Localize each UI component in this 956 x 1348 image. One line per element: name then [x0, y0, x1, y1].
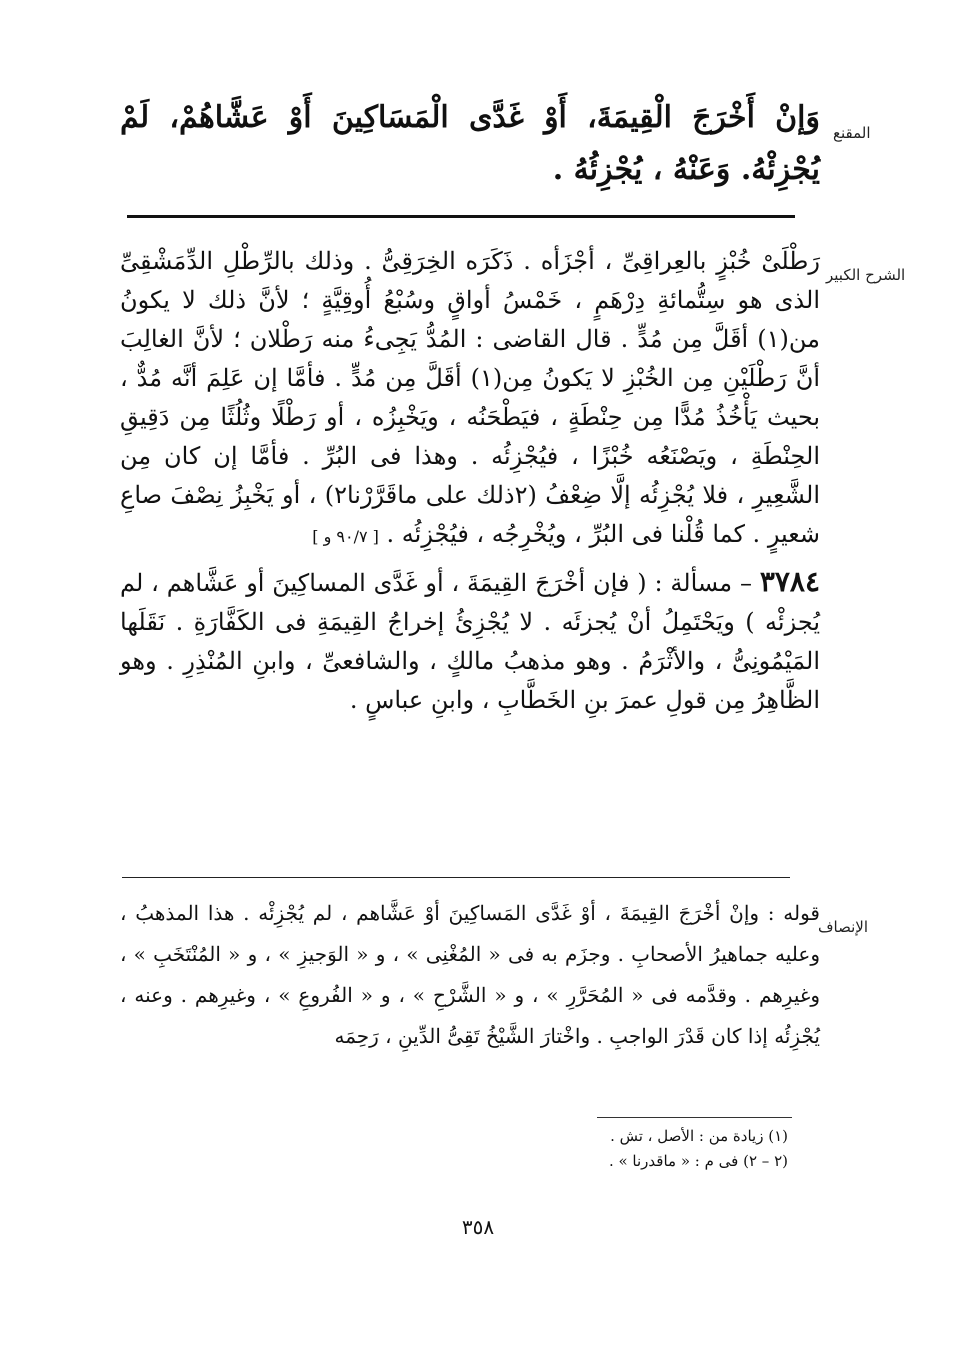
sharh-paragraph-1-text: رَطْلَىْ خُبْزٍ بالعِراقِىِّ ، أجْزَأه . ذَكَرَه الخِرَقِىُّ . وذلك بالرِّطْلِ الدِّمَشْقِىِّ الذى هو سِتُّمائةِ دِرْهَمٍ ، خَمْسُ أواقٍ وسُبْعُ أُوقِيَّةٍ ؛ لأنَّ ذلك لا يكونُ من(١) أقَلَّ مِن مُدٍّ . قال القاضى : المُدُّ يَجِىءُ منه رَطْلان ؛ لأنَّ الغالِبَ أنَّ رَطْلَيْنِ مِن الخُبْزِ لا يَكونُ مِن(١) أقَلَّ مِن مُدٍّ . فأمَّا إن عَلِمَ أنَّه مُدٌّ ، بحيث يَأْخُذُ مُدًّا مِن حِنْطَةٍ ، فيَطْحَنُه ، ويَخْبِزُه ، أو رَطْلًا وثُلُثًا مِن دَقِيقِ الحِنْطَةِ ، ويَصْنَعُه خُبْزًا ، فيُجْزِئُه . وهذا فى البُرِّ . فأمَّا إن كان مِن الشَّعِيرِ ، فلا يُجْزِئُه إلَّا ضِعْفُ (٢ذلك على ماقَرَّرْنا٢) ، أو يَخْبِزُ نِصْفَ صاعِ شعيرٍ . كما قُلْنا فى البُرِّ ، ويُخْرِجُه ، فيُجْزِئُه . — [120, 247, 821, 548]
muqni-label: المقنع — [833, 124, 871, 142]
sharh-text — [120, 242, 820, 720]
sharh-paragraph-1 — [120, 242, 820, 556]
footnote-1: (١) زيادة من : الأصل ، تش . — [610, 1127, 788, 1145]
insaf-text: قوله : وإنْ أخْرَجَ القِيمَةَ ، أوْ غَدَّى المَساكِينَ أوْ عَشَّاهم ، لم يُجْزِئْه . هذا المذهبُ ، وعليه جماهيرُ الأصحابِ . وجزَم به فى « المُغْنِى » ، و « الوَجيزِ » ، و « المُنْتَخَبِ » ، وغيرِهم . وقدَّمه فى « المُحَرَّرِ » ، و « الشَّرْحِ » ، و « الفُروعِ » ، وغيرِهم . وعنه ، يُجْزِئُه إذا كان قَدْرَ الواجبِ . واخْتارَ الشَّيْخُ تَقِىُّ الدِّينِ ، رَحِمَه — [120, 901, 820, 1048]
sharh-paragraph-2 — [120, 562, 820, 720]
sharh-paragraph-2-text: – مسألة : ( فإن أخْرَجَ القِيمَةَ ، أو غَدَّى المساكِينَ أو عَشَّاهم ، لم يُجزئْه ) ويَحْتَمِلُ أنْ يُجزئَه . لا يُجْزِئُ إخراجُ القِيمَةِ فى الكَفَّارَةِ . نَقَلَها المَيْمُونِىُّ ، والأثْرَمُ . وهو مذهبُ مالكٍ ، والشافعىِّ ، وابنِ المُنْذِرِ . وهو الظَّاهِرُ مِن قولِ عمرَ بنِ الخَطَّابِ ، وابنِ عباسٍ . — [120, 569, 820, 714]
masala-number: ٣٧٨٤ — [759, 565, 820, 598]
margin-reference: [ ٩٠/٧ و ] — [312, 527, 379, 546]
sharh-label: الشرح الكبير — [826, 266, 906, 284]
muqni-text: وَإنْ أَخْرَجَ الْقِيمَةَ، أَوْ غَدَّى الْمَسَاكِينَ أَوْ عَشَّاهُمْ، لَمْ يُجْزِئْهُ. وَعَنْهُ ، يُجْزِئُهُ . — [120, 100, 820, 187]
footnote-2: (٢ – ٢) فى م : « ماقدرنا » . — [608, 1152, 788, 1170]
footnotes — [609, 1124, 788, 1174]
section-divider — [127, 215, 795, 218]
footnote-divider — [597, 1117, 792, 1118]
section-divider-thin — [122, 877, 790, 878]
insaf-label: الإنصاف — [818, 918, 869, 936]
page-number: ٣٥٨ — [461, 1215, 495, 1239]
